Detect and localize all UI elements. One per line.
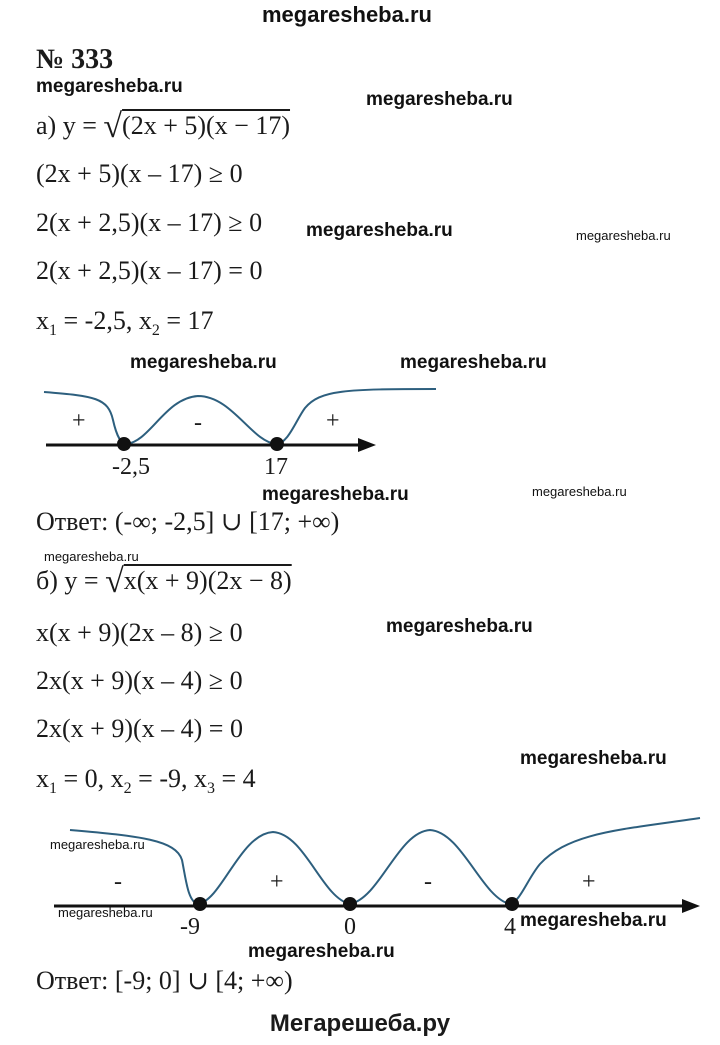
watermark: megaresheba.ru — [366, 89, 513, 110]
part-a-answer: Ответ: (-∞; -2,5] ∪ [17; +∞) — [36, 507, 340, 536]
part-a-tick-label: -2,5 — [112, 454, 150, 480]
part-a-roots: $x_1 = -2,5$, $x_2 = 17$ — [36, 306, 214, 340]
part-b-sign: - — [114, 869, 122, 895]
problem-number: № 333 — [36, 44, 114, 75]
header-watermark: megaresheba.ru — [262, 2, 432, 27]
part-b-tick-label: -9 — [180, 914, 200, 940]
watermark: megaresheba.ru — [520, 910, 667, 931]
sqrt-icon: √ — [105, 563, 124, 600]
part-a-line-3: 2(x + 2,5)(x – 17) = 0 — [36, 256, 263, 285]
part-b-point — [505, 897, 519, 911]
part-b-sign: - — [424, 869, 432, 895]
watermark: megaresheba.ru — [386, 616, 533, 637]
part-a-tick-label: 17 — [264, 454, 288, 480]
part-a-line-1: (2x + 5)(x – 17) ≥ 0 — [36, 159, 243, 188]
watermark: megaresheba.ru — [576, 228, 671, 243]
watermark: megaresheba.ru — [248, 941, 395, 962]
part-a-sign: + — [326, 408, 340, 434]
part-b-radicand: x(x + 9)(2x − 8) — [123, 566, 292, 595]
part-a-sign: + — [72, 408, 86, 434]
part-b-point — [343, 897, 357, 911]
part-b-line-3: 2x(x + 9)(x – 4) = 0 — [36, 714, 243, 743]
watermark: megaresheba.ru — [36, 76, 183, 97]
watermark: megaresheba.ru — [262, 484, 409, 505]
part-b-sign-curve — [70, 818, 700, 904]
part-b-sign: + — [270, 869, 284, 895]
part-b-answer: Ответ: [-9; 0] ∪ [4; +∞) — [36, 966, 293, 995]
part-b-line-1: x(x + 9)(2x – 8) ≥ 0 — [36, 618, 243, 647]
part-b-roots: $x_1 = 0$, $x_2 = -9$, $x_3 = 4$ — [36, 764, 256, 798]
part-b-sign: + — [582, 869, 596, 895]
footer-brand: Мегарешеба.ру — [269, 1010, 451, 1037]
watermark: megaresheba.ru — [50, 837, 145, 852]
watermark: megaresheba.ru — [532, 484, 627, 499]
watermark: megaresheba.ru — [58, 905, 153, 920]
part-b-tick-label: 4 — [504, 914, 516, 940]
sqrt-icon: √ — [103, 108, 123, 145]
watermark: megaresheba.ru — [44, 549, 139, 564]
part-a-sign: - — [194, 410, 202, 436]
part-b-tick-label: 0 — [344, 914, 356, 940]
watermark: megaresheba.ru — [130, 352, 277, 373]
watermark: megaresheba.ru — [520, 748, 667, 769]
part-b-func-prefix: б) y = — [36, 566, 106, 595]
watermark: megaresheba.ru — [400, 352, 547, 373]
part-a-func-prefix: а) y = — [36, 111, 104, 140]
part-a-line-2: 2(x + 2,5)(x – 17) ≥ 0 — [36, 208, 263, 237]
part-b-line-2: 2x(x + 9)(x – 4) ≥ 0 — [36, 666, 243, 695]
part-a-radicand: (2x + 5)(x − 17) — [122, 111, 291, 140]
watermark: megaresheba.ru — [306, 220, 453, 241]
part-b-axis-arrow — [682, 899, 700, 913]
part-b-point — [193, 897, 207, 911]
